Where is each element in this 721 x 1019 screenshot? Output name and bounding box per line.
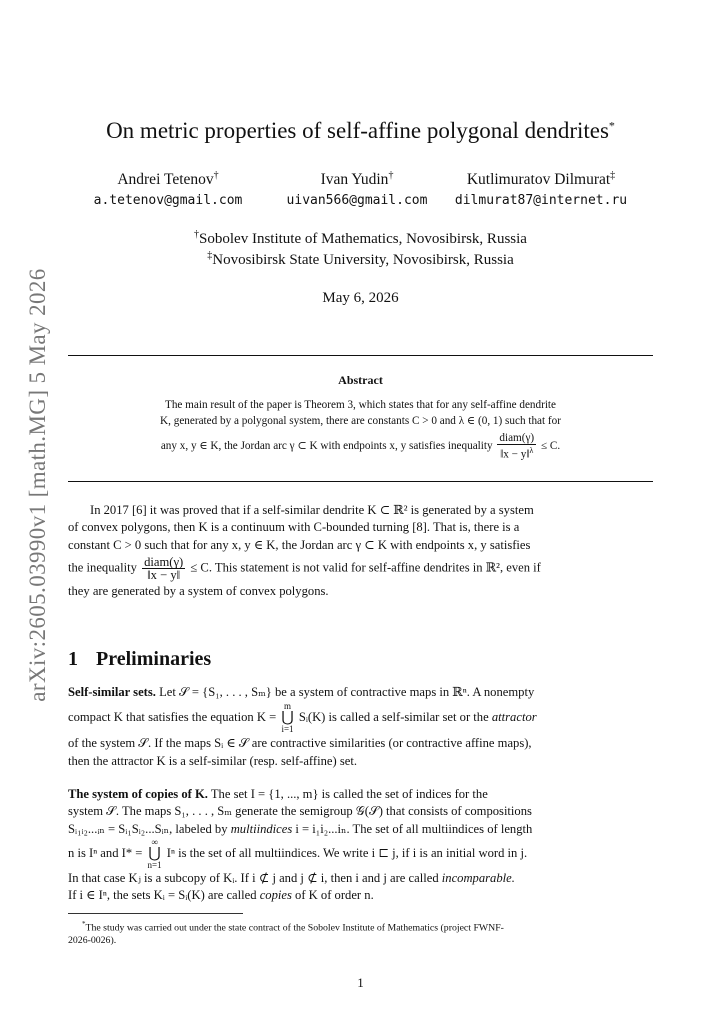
para-line [68,821,653,838]
section-title: Preliminaries [96,648,212,670]
author-block [268,170,446,208]
paper-title [0,118,721,144]
affiliation [0,250,721,269]
para-text: Let 𝒮 = {S₁, . . . , Sₘ} be a system of contractive maps in ℝⁿ. A nonempty [159,685,535,699]
abstract-line: The main result of the paper is Theorem 3, which states that for any self-affine dendrite [164,399,557,411]
para-line: of convex polygons, then K is a continuum with C-bounded turning [8]. That is, there is a [68,520,520,535]
paragraph-heading: Self-similar sets. [68,685,156,699]
intro-fraction [142,556,185,581]
author-email[interactable]: dilmurat87@internet.ru [454,193,628,209]
title-footnote-marker: * [608,118,615,133]
author-block [446,170,636,208]
affiliation-marker: † [194,229,200,240]
denominator-base: ‖x − y‖ [500,448,530,461]
intro-paragraph [68,502,653,600]
abstract-line [100,432,621,461]
para-line [68,838,653,870]
paragraph-heading: The system of copies of K. [68,787,208,801]
affiliation-text: Sobolev Institute of Mathematics, Novosibirsk, Russia [199,231,527,247]
para-text: ≤ C. This statement is not valid for self-affine dendrites in ℝ², even if [190,560,541,575]
para-text: Iⁿ is the set of all multiindices. We write i ⊏ j, if i is an initial word in j. [166,845,528,860]
para-line [68,684,653,701]
para-line: of the system 𝒮. If the maps Sᵢ ∈ 𝒮 are contractive similarities (or contractive affine maps), [68,736,532,751]
para-text: i = i₁i₂...iₙ. The set of all multiindices of length [295,821,533,836]
para-text: n is Iⁿ and I* = [68,845,143,860]
abstract-line-text: ≤ C. [540,439,561,452]
para-line: system 𝒮. The maps S₁, . . . , Sₘ generate the semigroup 𝒢(𝒮) that consists of compositions [68,804,532,819]
author-name: Ivan Yudin [320,171,389,189]
union-operator [148,838,162,870]
author-block [88,170,248,208]
title-text: On metric properties of self-affine polygonal dendrites [106,118,609,143]
abstract-line-text: any x, y ∈ K, the Jordan arc γ ⊂ K with endpoints x, y satisfies inequality [160,439,493,452]
abstract-line: K, generated by a polygonal system, there are constants C > 0 and λ ∈ (0, 1) such that for [160,414,561,427]
author-email[interactable]: a.tetenov@gmail.com [93,193,243,209]
abstract-bottom-rule [68,481,653,482]
para-line [68,870,653,887]
union-upper: ∞ [151,836,158,847]
emphasis-text: multiindices [230,821,293,836]
union-symbol: ⋃ [148,845,161,862]
selfsimilar-paragraph [68,684,653,770]
para-text: Sᵢ(K) is called a self-similar set or the [298,710,489,725]
copies-paragraph [68,786,653,904]
para-line [68,887,653,904]
union-operator [281,702,293,734]
union-symbol: ⋃ [281,710,294,727]
author-marker: † [388,170,394,181]
author-name: Andrei Tetenov [117,171,214,189]
para-text: of K of order n. [295,888,374,903]
abstract-top-rule [68,355,653,356]
author-email[interactable]: uivan566@gmail.com [286,193,428,209]
para-line [68,786,653,803]
footnote-line: 2026-0026). [68,935,117,947]
para-text: compact K that satisfies the equation K = [68,710,277,725]
section-number: 1 [68,648,78,670]
union-lower: n=1 [147,859,162,870]
arxiv-id: arXiv:2605.03990v1 [math.MG] 5 May 2026 [25,268,50,702]
para-text: The set I = {1, ..., m} is called the set of indices for the [210,787,488,801]
footnote [68,918,653,947]
emphasis-text: attractor [491,710,537,725]
footnote-rule [68,913,243,914]
footnote-line [68,918,653,934]
abstract-fraction [497,432,536,461]
author-marker: † [213,170,219,181]
union-lower: i=1 [281,724,294,735]
para-text: Sᵢ₁ᵢ₂...ᵢₙ = Sᵢ₁Sᵢ₂...Sᵢₙ, labeled by [68,821,228,836]
para-text: In that case Kⱼ is a subcopy of Kᵢ. If i ⊄ j and j ⊄ i, then i and j are called [68,870,439,885]
footnote-text: The study was carried out under the state contract of the Sobolev Institute of Mathematics (project FWNF- [85,922,504,934]
union-upper: m [284,701,292,712]
author-marker: ‡ [610,170,616,181]
denominator-exponent: λ [529,446,534,455]
para-line: they are generated by a system of convex polygons. [68,583,329,598]
emphasis-text: copies [259,888,292,903]
fraction-numerator: diam(γ) [144,554,184,569]
affiliation-marker: ‡ [207,250,213,261]
page-number: 1 [357,975,364,990]
section-heading [68,648,211,671]
para-text: the inequality [68,560,137,575]
footnote-marker: * [82,920,86,928]
affiliation-text: Novosibirsk State University, Novosibirsk, Russia [212,252,514,268]
para-text: If i ∈ Iⁿ, the sets Kᵢ = Sᵢ(K) are called [68,888,257,903]
affiliation [0,229,721,248]
emphasis-text: incomparable. [441,870,515,885]
arxiv-sidebar [23,268,53,702]
para-line: then the attractor K is a self-similar (resp. self-affine) set. [68,753,357,768]
fraction-numerator: diam(γ) [499,432,535,444]
fraction-denominator [497,445,536,461]
paper-date: May 6, 2026 [322,290,399,306]
para-line: In 2017 [6] it was proved that if a self-similar dendrite K ⊂ ℝ² is generated by a system [90,503,534,517]
para-line: constant C > 0 such that for any x, y ∈ K, the Jordan arc γ ⊂ K with endpoints x, y satisfies [68,537,531,552]
abstract-heading: Abstract [338,373,383,387]
fraction-denominator: ‖x − y‖ [147,567,181,582]
abstract-body [100,398,621,461]
para-line [68,702,653,734]
author-name: Kutlimuratov Dilmurat [466,171,611,189]
para-line [68,556,653,581]
